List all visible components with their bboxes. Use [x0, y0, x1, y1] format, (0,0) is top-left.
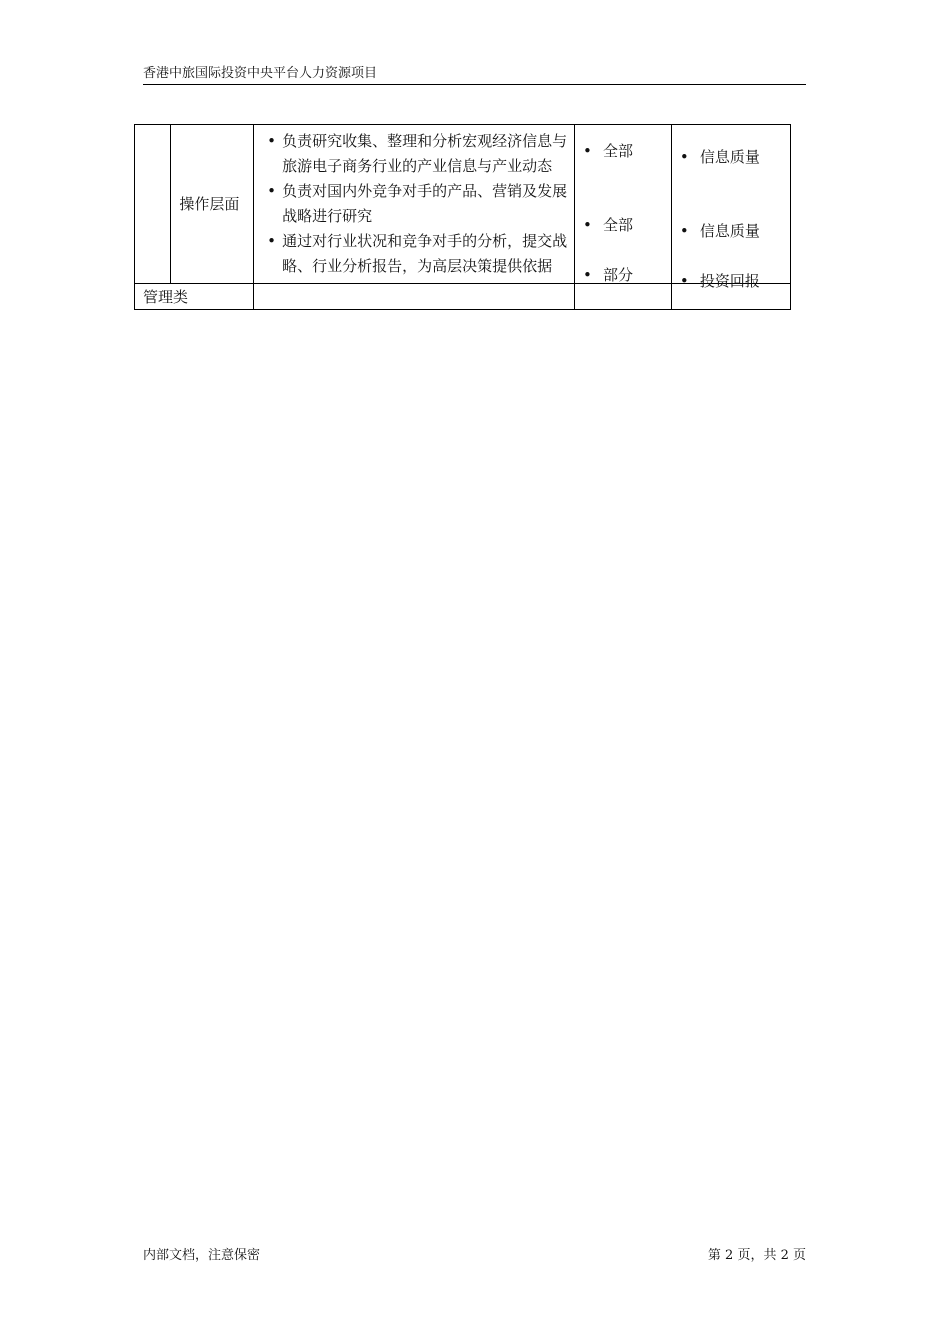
- footer-confidential: 内部文档，注意保密: [143, 1248, 261, 1263]
- category-cell: [135, 284, 254, 310]
- scope-text: 全部: [603, 216, 634, 234]
- kpi-item: • 信息质量: [679, 148, 760, 166]
- kpi-cell: [671, 125, 790, 290]
- scope-item: • 全部: [583, 142, 634, 160]
- page-header: [143, 64, 806, 85]
- level-label: 操作层面: [179, 194, 240, 213]
- empty-cell: [135, 125, 171, 284]
- kpi-text: 信息质量: [699, 222, 760, 240]
- level-cell: [171, 125, 254, 284]
- duty-item: • 负责研究收集、整理和分析宏观经济信息与旅游电子商务行业的产业信息与产业动态: [267, 129, 568, 179]
- scope-text: 部分: [603, 266, 634, 284]
- scope-item: • 全部: [583, 216, 634, 234]
- kpi-item: • 信息质量: [679, 222, 760, 240]
- empty-cell: [575, 284, 672, 310]
- responsibility-table: [134, 124, 791, 310]
- scope-text: 全部: [603, 142, 634, 160]
- duty-item: • 负责对国内外竞争对手的产品、营销及发展战略进行研究: [267, 179, 568, 229]
- duties-cell: [254, 125, 575, 284]
- kpi-item: • 投资回报: [679, 272, 760, 290]
- empty-cell: [254, 284, 575, 310]
- table-row: [135, 125, 791, 284]
- duties-list: [254, 125, 574, 283]
- scope-item: • 部分: [583, 266, 634, 284]
- kpi-text: 投资回报: [699, 272, 760, 290]
- header-title: 香港中旅国际投资中央平台人力资源项目: [143, 66, 378, 81]
- category-label: 管理类: [143, 287, 189, 306]
- footer-page-info: 第 2 页，共 2 页: [707, 1248, 806, 1263]
- duty-item: • 通过对行业状况和竞争对手的分析，提交战略、行业分析报告，为高层决策提供依据: [267, 229, 568, 279]
- kpi-text: 信息质量: [699, 148, 760, 166]
- scope-cell: [575, 125, 672, 284]
